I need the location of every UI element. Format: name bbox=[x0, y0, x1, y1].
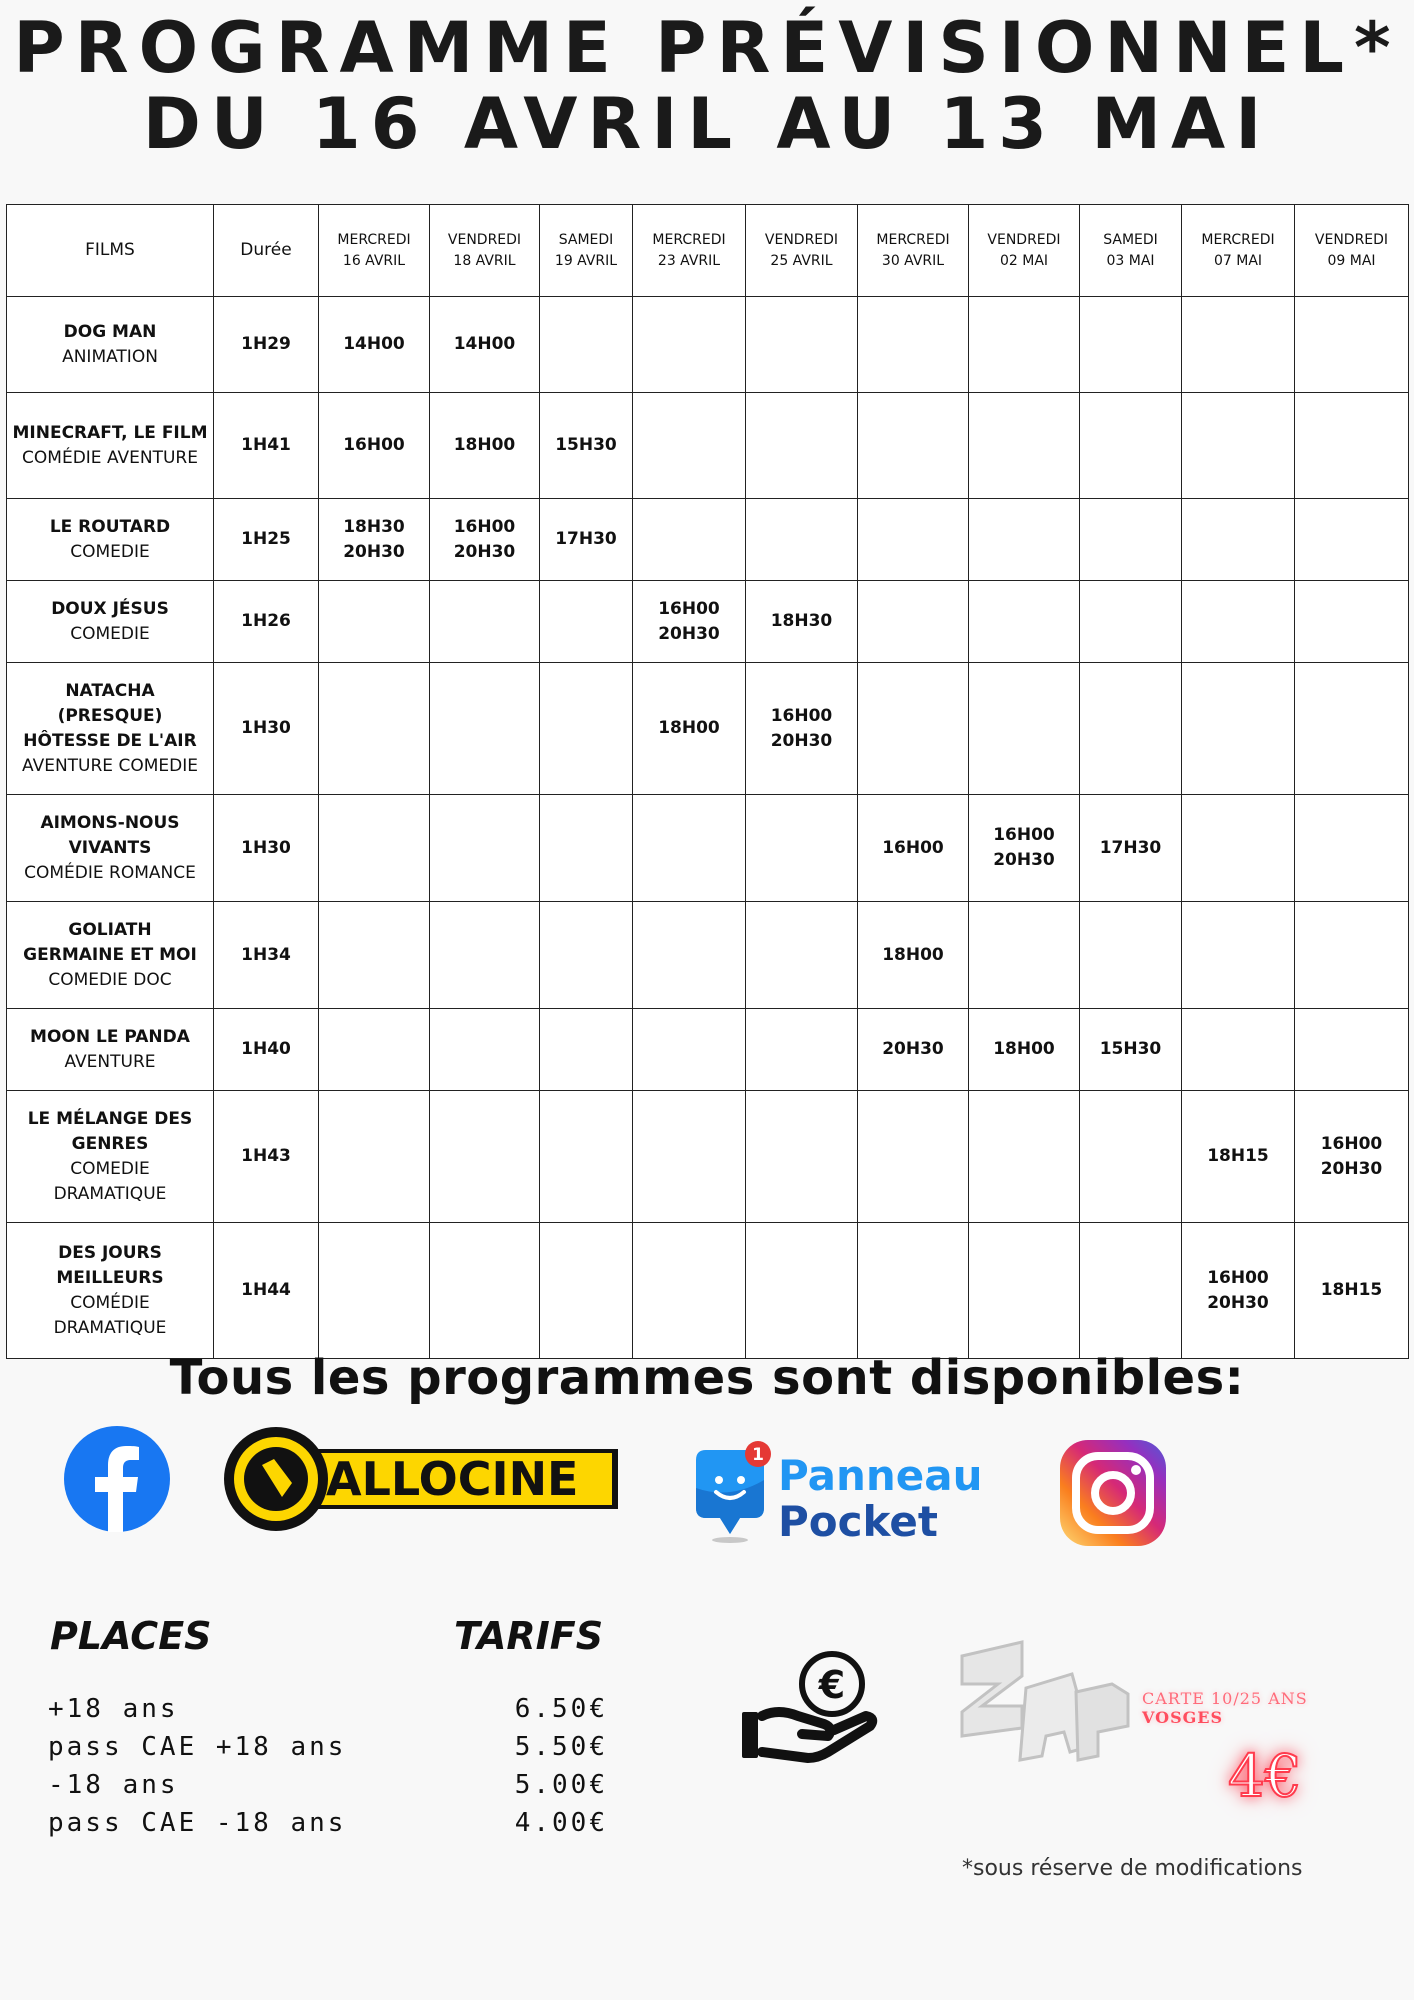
header-day-date: 02 MAI bbox=[999, 252, 1049, 269]
showtime-cell bbox=[319, 663, 430, 795]
showtime-cell bbox=[1182, 581, 1295, 663]
showtime-cell bbox=[858, 1009, 969, 1091]
showtime-cell bbox=[1295, 663, 1409, 795]
panneau-word: Panneau bbox=[778, 1451, 983, 1500]
showtime-cell bbox=[1080, 902, 1182, 1009]
film-genre: COMEDIE bbox=[70, 623, 150, 644]
places-heading: PLACES bbox=[50, 1614, 212, 1658]
table-row bbox=[7, 1009, 1409, 1091]
showtime-cell bbox=[633, 1223, 746, 1359]
instagram-icon[interactable] bbox=[1058, 1438, 1168, 1552]
film-genre: DRAMATIQUE bbox=[53, 1317, 167, 1338]
showtime-cell bbox=[319, 499, 430, 581]
showtime-cell bbox=[1295, 1223, 1409, 1359]
film-cell bbox=[7, 1223, 214, 1359]
facebook-icon[interactable] bbox=[64, 1426, 170, 1536]
showtime-cell bbox=[1182, 499, 1295, 581]
showtime-cell bbox=[430, 297, 540, 393]
zap-card-line1: CARTE 10/25 ANS bbox=[1142, 1689, 1308, 1708]
film-cell bbox=[7, 1091, 214, 1223]
showtime: 20H30 bbox=[1207, 1292, 1269, 1313]
film-cell bbox=[7, 499, 214, 581]
showtime-cell bbox=[633, 1009, 746, 1091]
header-day-date: 23 AVRIL bbox=[657, 252, 721, 269]
duration-cell: 1H40 bbox=[214, 1009, 319, 1091]
duration-cell: 1H34 bbox=[214, 902, 319, 1009]
table-row bbox=[7, 795, 1409, 902]
showtime-cell bbox=[633, 393, 746, 499]
film-title: GOLIATH bbox=[68, 919, 152, 940]
showtime-cell bbox=[1182, 393, 1295, 499]
showtime-cell bbox=[746, 1009, 858, 1091]
film-genre: COMÉDIE AVENTURE bbox=[22, 447, 198, 468]
showtime-cell bbox=[1295, 902, 1409, 1009]
showtime-cell bbox=[633, 663, 746, 795]
header-day: VENDREDI bbox=[1314, 231, 1389, 248]
showtime-cell bbox=[430, 1223, 540, 1359]
showtime-cell bbox=[746, 393, 858, 499]
showtime-cell bbox=[1080, 297, 1182, 393]
showtime-cell bbox=[430, 1009, 540, 1091]
film-title: GENRES bbox=[71, 1133, 149, 1154]
showtime-cell bbox=[1182, 297, 1295, 393]
showtime-cell bbox=[540, 499, 633, 581]
showtime-cell bbox=[1295, 297, 1409, 393]
showtime-cell bbox=[540, 663, 633, 795]
showtime: 18H00 bbox=[993, 1039, 1055, 1059]
duration-cell: 1H41 bbox=[214, 393, 319, 499]
showtime-cell bbox=[1182, 902, 1295, 1009]
showtime: 14H00 bbox=[343, 334, 405, 354]
duration-cell: 1H30 bbox=[214, 663, 319, 795]
showtime: 20H30 bbox=[658, 623, 720, 644]
film-title: LE ROUTARD bbox=[49, 516, 171, 537]
film-cell bbox=[7, 1009, 214, 1091]
price-value: 4.00€ bbox=[514, 1808, 608, 1838]
price-row bbox=[48, 1690, 608, 1728]
showtime-cell bbox=[858, 663, 969, 795]
tarifs-heading: TARIFS bbox=[454, 1614, 604, 1658]
header-day: MERCREDI bbox=[337, 231, 411, 248]
film-title: LE MÉLANGE DES bbox=[27, 1108, 193, 1129]
showtime: 18H30 bbox=[770, 611, 833, 631]
zap-card-price: 4€ bbox=[1228, 1742, 1302, 1810]
film-title: MOON LE PANDA bbox=[30, 1026, 190, 1047]
panneau-pocket-logo[interactable] bbox=[692, 1440, 1012, 1548]
showtime-cell bbox=[969, 1223, 1080, 1359]
showtime-cell bbox=[1080, 1223, 1182, 1359]
header-date bbox=[969, 205, 1080, 297]
svg-text:€: € bbox=[818, 1663, 846, 1707]
showtime-cell bbox=[1080, 663, 1182, 795]
header-day-date: 18 AVRIL bbox=[453, 252, 516, 269]
duration-cell: 1H43 bbox=[214, 1091, 319, 1223]
header-day-date: 09 MAI bbox=[1327, 252, 1376, 269]
showtime-cell bbox=[633, 297, 746, 393]
showtime-cell bbox=[858, 902, 969, 1009]
header-date bbox=[540, 205, 633, 297]
header-date bbox=[746, 205, 858, 297]
film-genre: COMÉDIE ROMANCE bbox=[24, 862, 196, 883]
film-title: VIVANTS bbox=[68, 837, 152, 858]
film-cell bbox=[7, 297, 214, 393]
film-genre: ANIMATION bbox=[62, 346, 158, 367]
showtime: 17H30 bbox=[1099, 837, 1162, 858]
table-row bbox=[7, 297, 1409, 393]
showtime-cell bbox=[1080, 393, 1182, 499]
showtime-cell bbox=[1080, 581, 1182, 663]
showtime: 18H15 bbox=[1320, 1280, 1383, 1300]
zap-card-line2: VOSGES bbox=[1142, 1708, 1224, 1727]
showtime-cell bbox=[319, 1223, 430, 1359]
film-cell bbox=[7, 393, 214, 499]
showtime-cell bbox=[430, 902, 540, 1009]
film-cell bbox=[7, 795, 214, 902]
film-title: DOG MAN bbox=[63, 321, 157, 342]
header-date bbox=[319, 205, 430, 297]
price-label: pass CAE -18 ans bbox=[48, 1808, 347, 1838]
header-day: VENDREDI bbox=[447, 231, 522, 248]
price-value: 5.00€ bbox=[514, 1770, 608, 1800]
showtime: 16H00 bbox=[1320, 1133, 1383, 1154]
showtime-cell bbox=[858, 499, 969, 581]
showtime-cell bbox=[633, 499, 746, 581]
showtime-cell bbox=[1295, 581, 1409, 663]
showtime-cell bbox=[1182, 1009, 1295, 1091]
showtime-cell bbox=[633, 795, 746, 902]
showtime-cell bbox=[1295, 499, 1409, 581]
price-value: 5.50€ bbox=[514, 1732, 608, 1762]
title-line-1: PROGRAMME PRÉVISIONNEL* bbox=[13, 7, 1401, 89]
duration-cell: 1H30 bbox=[214, 795, 319, 902]
showtime-cell bbox=[540, 1091, 633, 1223]
showtime-cell bbox=[1295, 1091, 1409, 1223]
header-films: FILMS bbox=[7, 205, 214, 297]
showtime-cell bbox=[969, 1091, 1080, 1223]
showtime: 20H30 bbox=[343, 541, 405, 562]
showtime-cell bbox=[540, 581, 633, 663]
showtime: 20H30 bbox=[770, 730, 833, 751]
header-day-date: 16 AVRIL bbox=[342, 252, 406, 269]
showtime-cell bbox=[319, 1091, 430, 1223]
table-row bbox=[7, 499, 1409, 581]
schedule-table bbox=[6, 204, 1409, 1359]
price-label: -18 ans bbox=[48, 1770, 179, 1800]
table-row bbox=[7, 902, 1409, 1009]
film-genre: AVENTURE bbox=[64, 1051, 156, 1072]
title-line-2: DU 16 AVRIL AU 13 MAI bbox=[142, 83, 1272, 165]
showtime-cell bbox=[969, 902, 1080, 1009]
duration-cell: 1H44 bbox=[214, 1223, 319, 1359]
showtime-cell bbox=[1182, 663, 1295, 795]
showtime-cell bbox=[1295, 1009, 1409, 1091]
showtime-cell bbox=[540, 297, 633, 393]
showtime-cell bbox=[430, 581, 540, 663]
price-label: +18 ans bbox=[48, 1694, 179, 1724]
header-day: MERCREDI bbox=[652, 231, 726, 248]
showtime: 16H00 bbox=[993, 825, 1055, 845]
header-date bbox=[1182, 205, 1295, 297]
showtime-cell bbox=[858, 393, 969, 499]
header-date bbox=[1080, 205, 1182, 297]
showtime-cell bbox=[1182, 1091, 1295, 1223]
showtime-cell bbox=[746, 663, 858, 795]
showtime-cell bbox=[969, 1009, 1080, 1091]
page-title bbox=[0, 7, 1414, 165]
allocine-logo[interactable] bbox=[222, 1425, 622, 1537]
showtime: 17H30 bbox=[555, 529, 617, 549]
showtime-cell bbox=[746, 795, 858, 902]
header-day: SAMEDI bbox=[558, 231, 614, 248]
showtime-cell bbox=[1080, 1009, 1182, 1091]
duration-cell: 1H26 bbox=[214, 581, 319, 663]
showtime-cell bbox=[1080, 499, 1182, 581]
showtime-cell bbox=[746, 1223, 858, 1359]
film-genre: COMEDIE bbox=[70, 541, 150, 562]
showtime-cell bbox=[319, 297, 430, 393]
showtime-cell bbox=[633, 1091, 746, 1223]
showtime-cell bbox=[858, 795, 969, 902]
film-genre: DRAMATIQUE bbox=[53, 1183, 167, 1204]
header-date bbox=[430, 205, 540, 297]
showtime-cell bbox=[319, 581, 430, 663]
price-value: 6.50€ bbox=[514, 1694, 608, 1724]
showtime-cell bbox=[430, 393, 540, 499]
showtime-cell bbox=[540, 795, 633, 902]
showtime-cell bbox=[746, 902, 858, 1009]
showtime-cell bbox=[1295, 393, 1409, 499]
header-row bbox=[7, 205, 1409, 297]
showtime-cell bbox=[430, 499, 540, 581]
showtime-cell bbox=[319, 902, 430, 1009]
film-title: GERMAINE ET MOI bbox=[23, 944, 197, 965]
duration-cell: 1H29 bbox=[214, 297, 319, 393]
panneau-badge: 1 bbox=[752, 1445, 764, 1465]
film-title: NATACHA bbox=[65, 680, 155, 701]
showtime: 16H00 bbox=[658, 598, 720, 619]
header-day: MERCREDI bbox=[1201, 231, 1275, 248]
showtime-cell bbox=[540, 1223, 633, 1359]
showtime-cell bbox=[1080, 795, 1182, 902]
showtime: 18H00 bbox=[658, 718, 720, 738]
showtime-cell bbox=[969, 795, 1080, 902]
pocket-word: Pocket bbox=[778, 1497, 938, 1544]
showtime-cell bbox=[969, 581, 1080, 663]
table-row bbox=[7, 663, 1409, 795]
film-genre: COMÉDIE bbox=[70, 1292, 150, 1313]
showtime: 16H00 bbox=[1207, 1267, 1269, 1288]
film-cell bbox=[7, 902, 214, 1009]
showtime: 18H00 bbox=[453, 435, 516, 455]
showtime-cell bbox=[540, 393, 633, 499]
showtime: 18H00 bbox=[882, 944, 944, 965]
header-date bbox=[1295, 205, 1409, 297]
showtime: 14H00 bbox=[453, 334, 516, 354]
allocine-wordmark: ALLOCINE bbox=[326, 1452, 579, 1506]
showtime-cell bbox=[319, 393, 430, 499]
showtime-cell bbox=[858, 297, 969, 393]
film-genre: AVENTURE COMEDIE bbox=[22, 755, 198, 776]
showtime-cell bbox=[540, 1009, 633, 1091]
header-day: MERCREDI bbox=[876, 231, 950, 248]
showtime-cell bbox=[969, 393, 1080, 499]
showtime-cell bbox=[746, 499, 858, 581]
showtime-cell bbox=[430, 663, 540, 795]
showtime: 16H00 bbox=[453, 516, 516, 537]
showtime: 15H30 bbox=[555, 435, 617, 455]
showtime-cell bbox=[1182, 1223, 1295, 1359]
showtime-cell bbox=[969, 499, 1080, 581]
film-genre: COMEDIE bbox=[70, 1158, 150, 1179]
showtime-cell bbox=[858, 581, 969, 663]
showtime-cell bbox=[746, 1091, 858, 1223]
showtime: 20H30 bbox=[993, 850, 1055, 870]
film-title: AIMONS-NOUS bbox=[40, 812, 180, 833]
price-list bbox=[48, 1690, 608, 1842]
showtime-cell bbox=[746, 297, 858, 393]
showtime-cell bbox=[858, 1223, 969, 1359]
duration-cell: 1H25 bbox=[214, 499, 319, 581]
showtime-cell bbox=[540, 902, 633, 1009]
showtime: 16H00 bbox=[770, 705, 833, 726]
showtime-cell bbox=[319, 1009, 430, 1091]
header-date bbox=[858, 205, 969, 297]
showtime: 15H30 bbox=[1099, 1039, 1162, 1059]
showtime-cell bbox=[1080, 1091, 1182, 1223]
film-title: DES JOURS bbox=[58, 1242, 162, 1263]
zap-card-logo bbox=[952, 1636, 1132, 1790]
showtime-cell bbox=[969, 297, 1080, 393]
price-row bbox=[48, 1766, 608, 1804]
film-title: (PRESQUE) bbox=[57, 705, 163, 726]
header-day: VENDREDI bbox=[987, 231, 1061, 248]
header-day: VENDREDI bbox=[764, 231, 839, 248]
film-title: HÔTESSE DE L'AIR bbox=[23, 730, 197, 751]
table-row bbox=[7, 1223, 1409, 1359]
footnote: *sous réserve de modifications bbox=[962, 1856, 1303, 1881]
showtime-cell bbox=[969, 663, 1080, 795]
price-label: pass CAE +18 ans bbox=[48, 1732, 347, 1762]
showtime-cell bbox=[1182, 795, 1295, 902]
showtime-cell bbox=[633, 581, 746, 663]
showtime-cell bbox=[1295, 795, 1409, 902]
showtime: 16H00 bbox=[882, 837, 944, 858]
film-genre: COMEDIE DOC bbox=[48, 969, 172, 990]
header-duration: Durée bbox=[214, 205, 319, 297]
showtime: 20H30 bbox=[882, 1039, 944, 1059]
showtime: 20H30 bbox=[1320, 1158, 1383, 1179]
showtime-cell bbox=[430, 795, 540, 902]
header-day: SAMEDI bbox=[1103, 231, 1158, 248]
hand-euro-icon bbox=[738, 1646, 878, 1770]
showtime-cell bbox=[319, 795, 430, 902]
showtime: 18H15 bbox=[1207, 1146, 1269, 1166]
zap-card-label bbox=[1142, 1689, 1342, 1727]
film-title: MINECRAFT, LE FILM bbox=[12, 422, 208, 443]
price-row bbox=[48, 1804, 608, 1842]
film-title: MEILLEURS bbox=[56, 1267, 164, 1288]
price-row bbox=[48, 1728, 608, 1766]
header-day-date: 03 MAI bbox=[1106, 252, 1155, 269]
table-row bbox=[7, 393, 1409, 499]
table-row bbox=[7, 1091, 1409, 1223]
showtime-cell bbox=[430, 1091, 540, 1223]
header-day-date: 19 AVRIL bbox=[554, 252, 618, 269]
table-row bbox=[7, 581, 1409, 663]
header-day-date: 25 AVRIL bbox=[770, 252, 833, 269]
showtime: 20H30 bbox=[453, 541, 516, 562]
showtime: 16H00 bbox=[343, 435, 405, 455]
film-title: DOUX JÉSUS bbox=[51, 598, 169, 619]
availability-heading: Tous les programmes sont disponibles: bbox=[169, 1350, 1245, 1406]
showtime-cell bbox=[633, 902, 746, 1009]
header-day-date: 30 AVRIL bbox=[881, 252, 945, 269]
showtime: 18H30 bbox=[343, 516, 405, 537]
header-date bbox=[633, 205, 746, 297]
header-day-date: 07 MAI bbox=[1213, 252, 1263, 269]
film-cell bbox=[7, 581, 214, 663]
showtime-cell bbox=[858, 1091, 969, 1223]
film-cell bbox=[7, 663, 214, 795]
showtime-cell bbox=[746, 581, 858, 663]
